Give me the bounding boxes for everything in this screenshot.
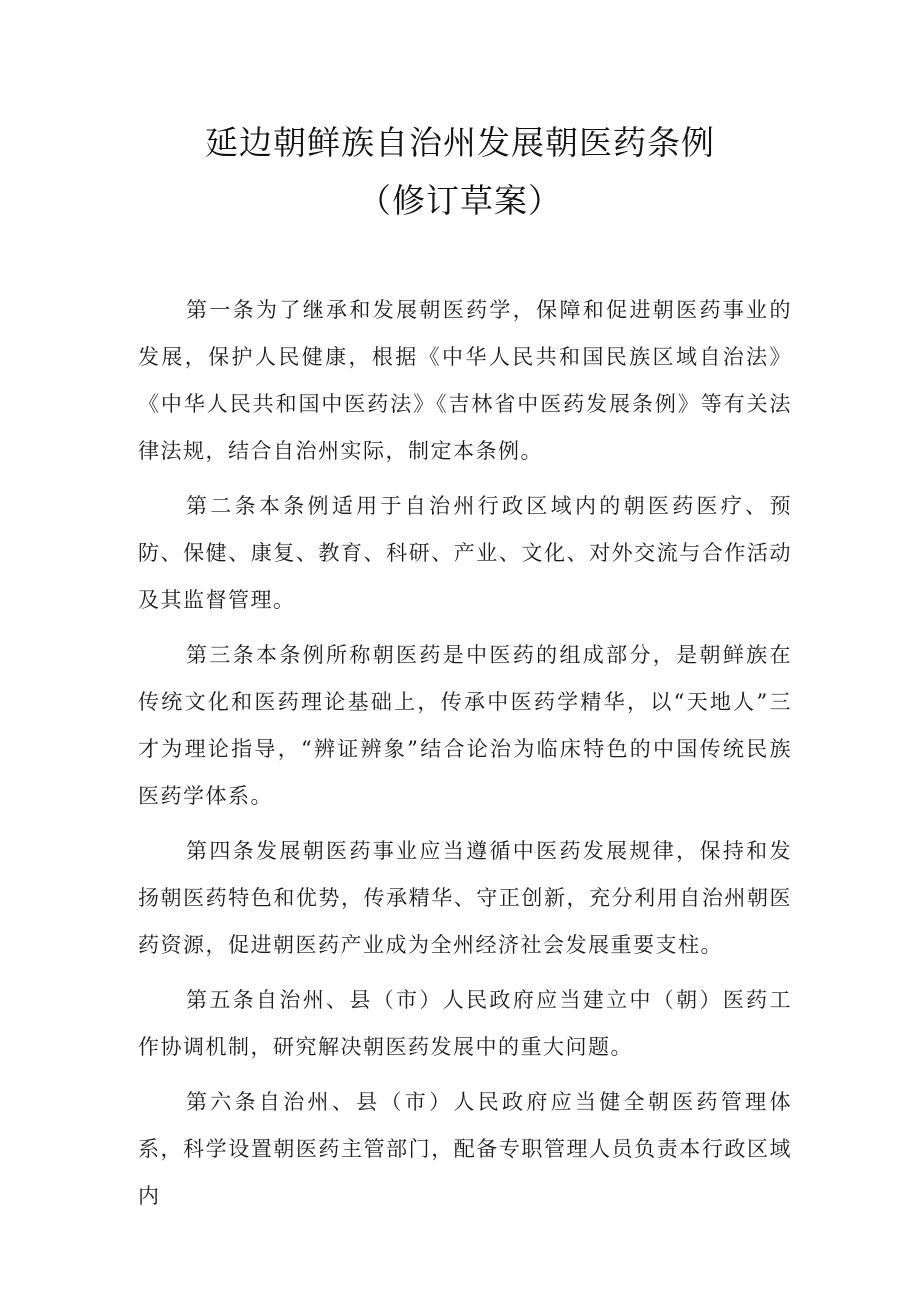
article-4: 第四条发展朝医药事业应当遵循中医药发展规律，保持和发扬朝医药特色和优势，传承精华、守正创新，充分利用自治州朝医药资源，促进朝医药产业成为全州经济社会发展重要支柱。 — [138, 839, 792, 957]
document-subtitle: （修订草案） — [358, 181, 562, 220]
document-body — [138, 287, 792, 1228]
document-title: 延边朝鲜族自治州发展朝医药条例 — [205, 123, 715, 162]
article-1: 第一条为了继承和发展朝医药学，保障和促进朝医药事业的发展，保护人民健康，根据《中华人民共和国民族区域自治法》《中华人民共和国中医药法》《吉林省中医药发展条例》等有关法律法规，结合自治州实际，制定本条例。 — [138, 298, 792, 463]
article-5: 第五条自治州、县（市）人民政府应当建立中（朝）医药工作协调机制，研究解决朝医药发展中的重大问题。 — [138, 988, 792, 1059]
article-6: 第六条自治州、县（市）人民政府应当健全朝医药管理体系，科学设置朝医药主管部门，配备专职管理人员负责本行政区域内 — [138, 1090, 792, 1208]
article-2: 第二条本条例适用于自治州行政区域内的朝医药医疗、预防、保健、康复、教育、科研、产业、文化、对外交流与合作活动及其监督管理。 — [138, 494, 792, 612]
article-3: 第三条本条例所称朝医药是中医药的组成部分，是朝鲜族在传统文化和医药理论基础上，传承中医药学精华，以“天地人”三才为理论指导，“辨证辨象”结合论治为临床特色的中国传统民族医药学体系。 — [138, 643, 792, 808]
